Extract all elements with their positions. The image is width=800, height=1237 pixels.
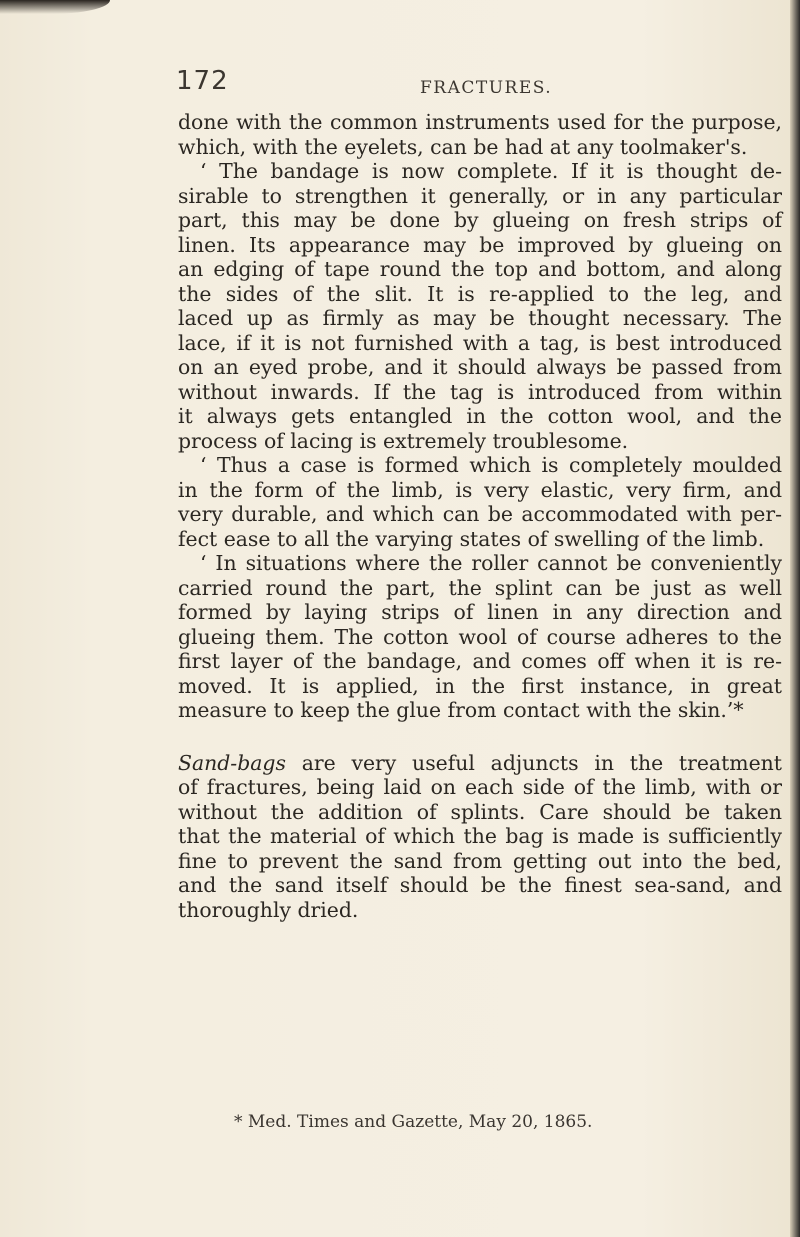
text-line: process of lacing is extremely troublesome. [178, 428, 629, 453]
text-line: ‘ Thus a case is formed which is completely moulded [200, 453, 782, 477]
text-line: lace, if it is not furnished with a tag, is best introduced [178, 330, 782, 355]
text-line: moved. It is applied, in the first instance, in great [178, 673, 782, 698]
text-line: fect ease to all the varying states of swelling of the limb. [178, 526, 765, 551]
text-line: ‘ In situations where the roller cannot be conveniently [200, 551, 782, 575]
text-line: on an eyed probe, and it should always be passed from [178, 355, 782, 379]
footnote: * Med. Times and Gazette, May 20, 1865. [234, 1112, 593, 1132]
text-line: laced up as firmly as may be thought necessary. The [178, 306, 782, 330]
page-header [0, 66, 800, 106]
text-line: measure to keep the glue from contact with the skin.’* [178, 698, 744, 722]
text-line: Sand-bags are very useful adjuncts in the treatment [178, 750, 782, 775]
paragraph [178, 453, 782, 551]
text-line: ‘ The bandage is now complete. If it is thought de- [200, 159, 782, 183]
body-text [178, 110, 782, 922]
page-binding-edge [790, 0, 800, 1237]
text-line: part, this may be done by glueing on fresh strips of [178, 208, 782, 232]
text-line: fine to prevent the sand from getting out into the bed, [178, 848, 782, 873]
text-line: carried round the part, the splint can be just as well [178, 575, 782, 600]
text-line: first layer of the bandage, and comes off when it is re- [178, 649, 782, 673]
text-line: that the material of which the bag is made is sufficiently [178, 824, 782, 848]
paragraph [178, 110, 782, 159]
text-line: formed by laying strips of linen in any direction and [178, 600, 782, 624]
text-line: an edging of tape round the top and bottom, and along [178, 257, 782, 281]
text-line: very durable, and which can be accommodated with per- [178, 502, 782, 526]
text-line: the sides of the slit. It is re-applied to the leg, and [178, 281, 782, 306]
text-line: without the addition of splints. Care should be taken [178, 799, 782, 824]
text-line: glueing them. The cotton wool of course adheres to the [178, 624, 782, 649]
text-line: which, with the eyelets, can be had at any toolmaker's. [178, 134, 748, 159]
text-line: thoroughly dried. [178, 897, 359, 922]
page-corner-shadow [0, 0, 110, 14]
paragraph-gap [178, 723, 782, 751]
paragraph [178, 551, 782, 723]
text-line: without inwards. If the tag is introduced from within [178, 379, 782, 404]
paragraph [178, 159, 782, 453]
text-line: done with the common instruments used for the purpose, [178, 110, 782, 134]
page-number: 172 [176, 66, 229, 96]
text-line: in the form of the limb, is very elastic, very firm, and [178, 477, 782, 502]
running-head: FRACTURES. [420, 78, 553, 98]
text-line: sirable to strengthen it generally, or in any particular [178, 183, 782, 208]
paragraph [178, 751, 782, 923]
text-line: of fractures, being laid on each side of the limb, with or [178, 775, 782, 799]
text-line: it always gets entangled in the cotton wool, and the [178, 404, 782, 428]
text-line: and the sand itself should be the finest sea-sand, and [178, 873, 782, 897]
text-line: linen. Its appearance may be improved by glueing on [178, 232, 782, 257]
